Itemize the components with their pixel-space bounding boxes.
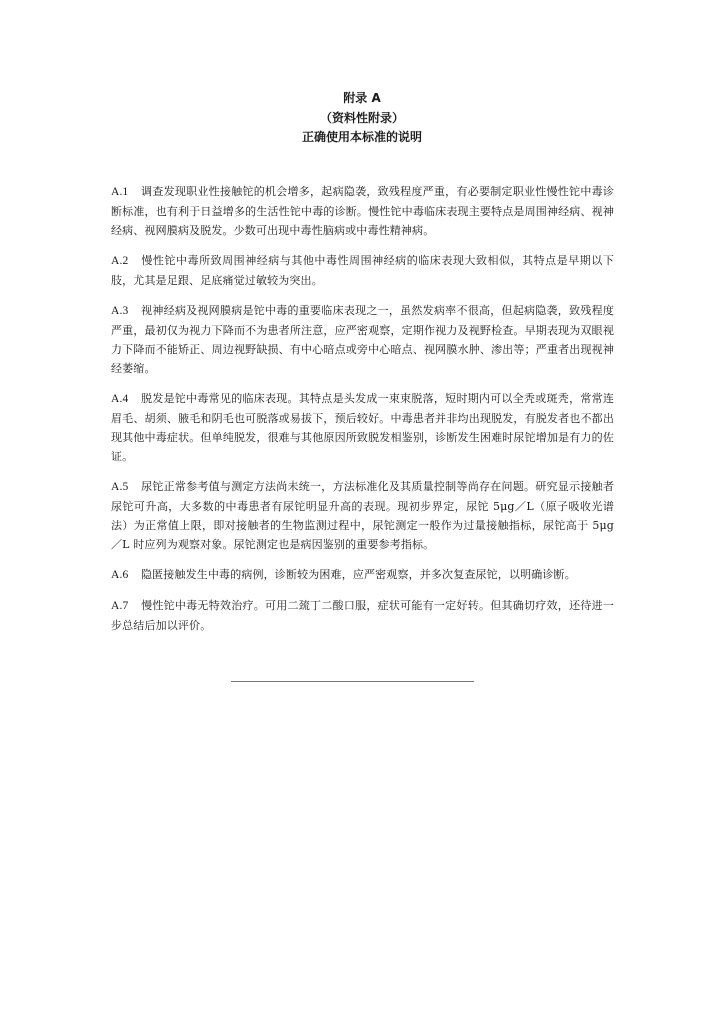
clause-number: A.2 xyxy=(111,255,129,267)
clause-text: 调查发现职业性接触铊的机会增多，起病隐袭，致残程度严重，有必要制定职业性慢性铊中毒诊断标准，也有利于日益增多的生活性铊中毒的诊断。慢性铊中毒临床表现主要特点是周围神经病、视神经病、视网膜病及脱发。少数可出现中毒性脑病或中毒性精神病。 xyxy=(111,185,614,237)
clause-text: 视神经病及视网膜病是铊中毒的重要临床表现之一，虽然发病率不很高，但起病隐袭，致残程度严重，最初仅为视力下降而不为患者所注意，应严密观察，定期作视力及视野检查。早期表现为双眼视力下降而不能矫正、周边视野缺损、有中心暗点或旁中心暗点、视网膜水肿、渗出等；严重者出现视神经萎缩。 xyxy=(111,304,614,375)
clause-number: A.7 xyxy=(111,600,129,612)
clause-text: 慢性铊中毒所致周围神经病与其他中毒性周围神经病的临床表现大致相似，其特点是早期以下肢，尤其是足跟、足底痛觉过敏较为突出。 xyxy=(111,254,614,287)
end-rule xyxy=(231,681,474,682)
clause-number: A.6 xyxy=(111,569,129,581)
clause-number: A.1 xyxy=(111,186,129,198)
annex-title: 附录 A xyxy=(343,91,381,105)
clause-a4 xyxy=(111,389,614,466)
clause-a3 xyxy=(111,301,614,378)
annex-body xyxy=(111,182,614,646)
clause-a6 xyxy=(111,565,614,585)
clause-text: 慢性铊中毒无特效治疗。可用二巯丁二酸口服，症状可能有一定好转。但其确切疗效，还待进一步总结后加以评价。 xyxy=(111,599,614,632)
clause-a1 xyxy=(111,182,614,240)
clause-text: 尿铊正常参考值与测定方法尚未统一，方法标准化及其质量控制等尚存在问题。研究显示接触者尿铊可升高，大多数的中毒患者有尿铊明显升高的表现。现初步界定，尿铊 5μg／L（原子吸收光谱法）为正常值上限，即对接触者的生物监测过程中，尿铊测定一般作为过量接触指标，尿铊高于 5μg／L 时应列为观察对象。尿铊测定也是病因鉴别的重要参考指标。 xyxy=(111,480,614,551)
clause-number: A.5 xyxy=(111,481,129,493)
clause-number: A.3 xyxy=(111,305,129,317)
annex-heading: 正确使用本标准的说明 xyxy=(301,130,422,144)
clause-number: A.4 xyxy=(111,393,129,405)
clause-text: 隐匿接触发生中毒的病例，诊断较为困难，应严密观察，并多次复查尿铊，以明确诊断。 xyxy=(141,568,576,581)
clause-a2 xyxy=(111,251,614,290)
annex-type: （资料性附录） xyxy=(319,111,404,125)
clause-a7 xyxy=(111,596,614,635)
clause-a5 xyxy=(111,477,614,554)
clause-text: 脱发是铊中毒常见的临床表现。其特点是头发成一束束脱落，短时期内可以全秃或斑秃，常常连眉毛、胡须、腋毛和阴毛也可脱落或易拔下，预后较好。中毒患者并非均出现脱发，有脱发者也不都出现其他中毒症状。但单纯脱发，很难与其他原因所致脱发相鉴别，诊断发生困难时尿铊增加是有力的佐证。 xyxy=(111,392,614,463)
